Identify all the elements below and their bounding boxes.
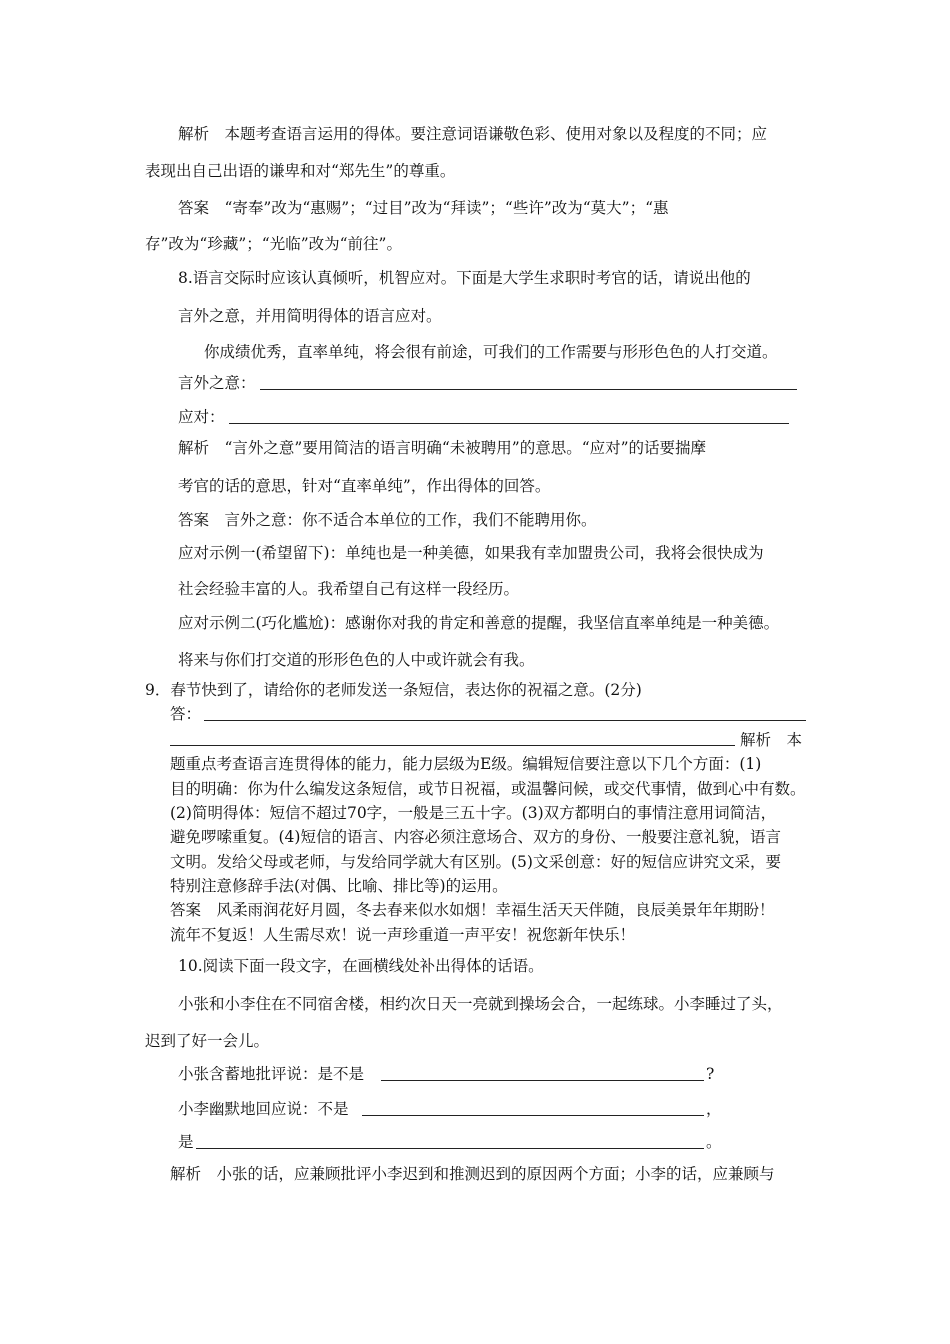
text-line: 小张含蓄地批评说：是不是 [178,1065,365,1083]
text-line: 表现出自己出语的谦卑和对“郑先生”的尊重。 [145,162,456,180]
text-line: 言外之意，并用简明得体的语言应对。 [178,307,442,325]
text-line: 解析 小张的话，应兼顾批评小李迟到和推测迟到的原因两个方面；小李的话，应兼顾与 [170,1165,775,1183]
text-line: 应对示例一(希望留下)：单纯也是一种美德，如果我有幸加盟贵公司，我将会很快成为 [178,544,764,562]
question-8-line: 8.语言交际时应该认真倾听，机智应对。下面是大学生求职时考官的话，请说出他的 [178,269,751,287]
text-line: 答案 风柔雨润花好月圆，冬去春来似水如烟！幸福生活天天伴随，良辰美景年年期盼！ [170,901,775,919]
text-line: 文明。发给父母或老师，与发给同学就大有区别。(5)文采创意：好的短信应讲究文采，要 [170,853,781,871]
text-line: 答案 言外之意：你不适合本单位的工作，我们不能聘用你。 [178,511,597,529]
text-line: 社会经验丰富的人。我希望自己有这样一段经历。 [178,580,520,598]
text-line: 流年不复返！人生需尽欢！说一声珍重道一声平安！祝您新年快乐！ [170,926,636,944]
text-line: 特别注意修辞手法(对偶、比喻、排比等)的运用。 [170,877,508,895]
text-line: 存”改为“珍藏”；“光临”改为“前往”。 [145,235,402,253]
yanwai-label: 言外之意： [178,374,256,392]
text-line: 将来与你们打交道的形形色色的人中或许就会有我。 [178,651,535,669]
text-line: ， [706,1100,722,1118]
answer-line-2[interactable] [170,745,735,746]
yingdui-answer-line[interactable] [229,423,789,424]
yanwai-answer-line[interactable] [260,389,797,390]
text-line: 是 [178,1133,194,1151]
text-line: 解析 “言外之意”要用简洁的语言明确“未被聘用”的意思。“应对”的话要揣摩 [178,439,707,457]
text-line: 题重点考查语言连贯得体的能力，能力层级为E级。编辑短信要注意以下几个方面：(1) [170,755,762,773]
text-line: 目的明确：你为什么编发这条短信，或节日祝福，或温馨问候，或交代事情，做到心中有数。 [170,780,806,798]
text-line: 解析 本 [740,731,803,749]
question-9-line: 9．春节快到了，请给你的老师发送一条短信，表达你的祝福之意。(2分) [145,681,642,699]
blank-line-3[interactable] [196,1148,704,1149]
text-line: 小李幽默地回应说：不是 [178,1100,349,1118]
answer-line[interactable] [204,720,806,721]
answer-label: 答： [170,705,202,723]
blank-line-1[interactable] [381,1080,704,1081]
text-line: 避免啰嗦重复。(4)短信的语言、内容必须注意场合、双方的身份、一般要注意礼貌，语言 [170,828,781,846]
text-line: 答案 “寄奉”改为“惠赐”；“过目”改为“拜读”；“些许”改为“莫大”；“惠 [178,199,669,217]
text-line: 迟到了好一会儿。 [145,1032,270,1050]
text-line: 。 [706,1133,722,1151]
text-line: 考官的话的意思，针对“直率单纯”，作出得体的回答。 [178,477,551,495]
text-line: 小张和小李住在不同宿舍楼，相约次日天一亮就到操场会合，一起练球。小李睡过了头， [178,995,783,1013]
text-line: 解析 本题考查语言运用的得体。要注意词语谦敬色彩、使用对象以及程度的不同；应 [178,125,768,143]
text-line: (2)简明得体：短信不超过70字，一般是三五十字。(3)双方都明白的事情注意用词简洁， [170,804,777,822]
question-10-line: 10.阅读下面一段文字，在画横线处补出得体的话语。 [178,957,544,975]
yingdui-label: 应对： [178,408,225,426]
text-line: ? [706,1065,715,1083]
text-line: 你成绩优秀，直率单纯，将会很有前途，可我们的工作需要与形形色色的人打交道。 [204,343,778,361]
blank-line-2[interactable] [362,1115,704,1116]
text-line: 应对示例二(巧化尴尬)：感谢你对我的肯定和善意的提醒，我坚信直率单纯是一种美德。 [178,614,780,632]
